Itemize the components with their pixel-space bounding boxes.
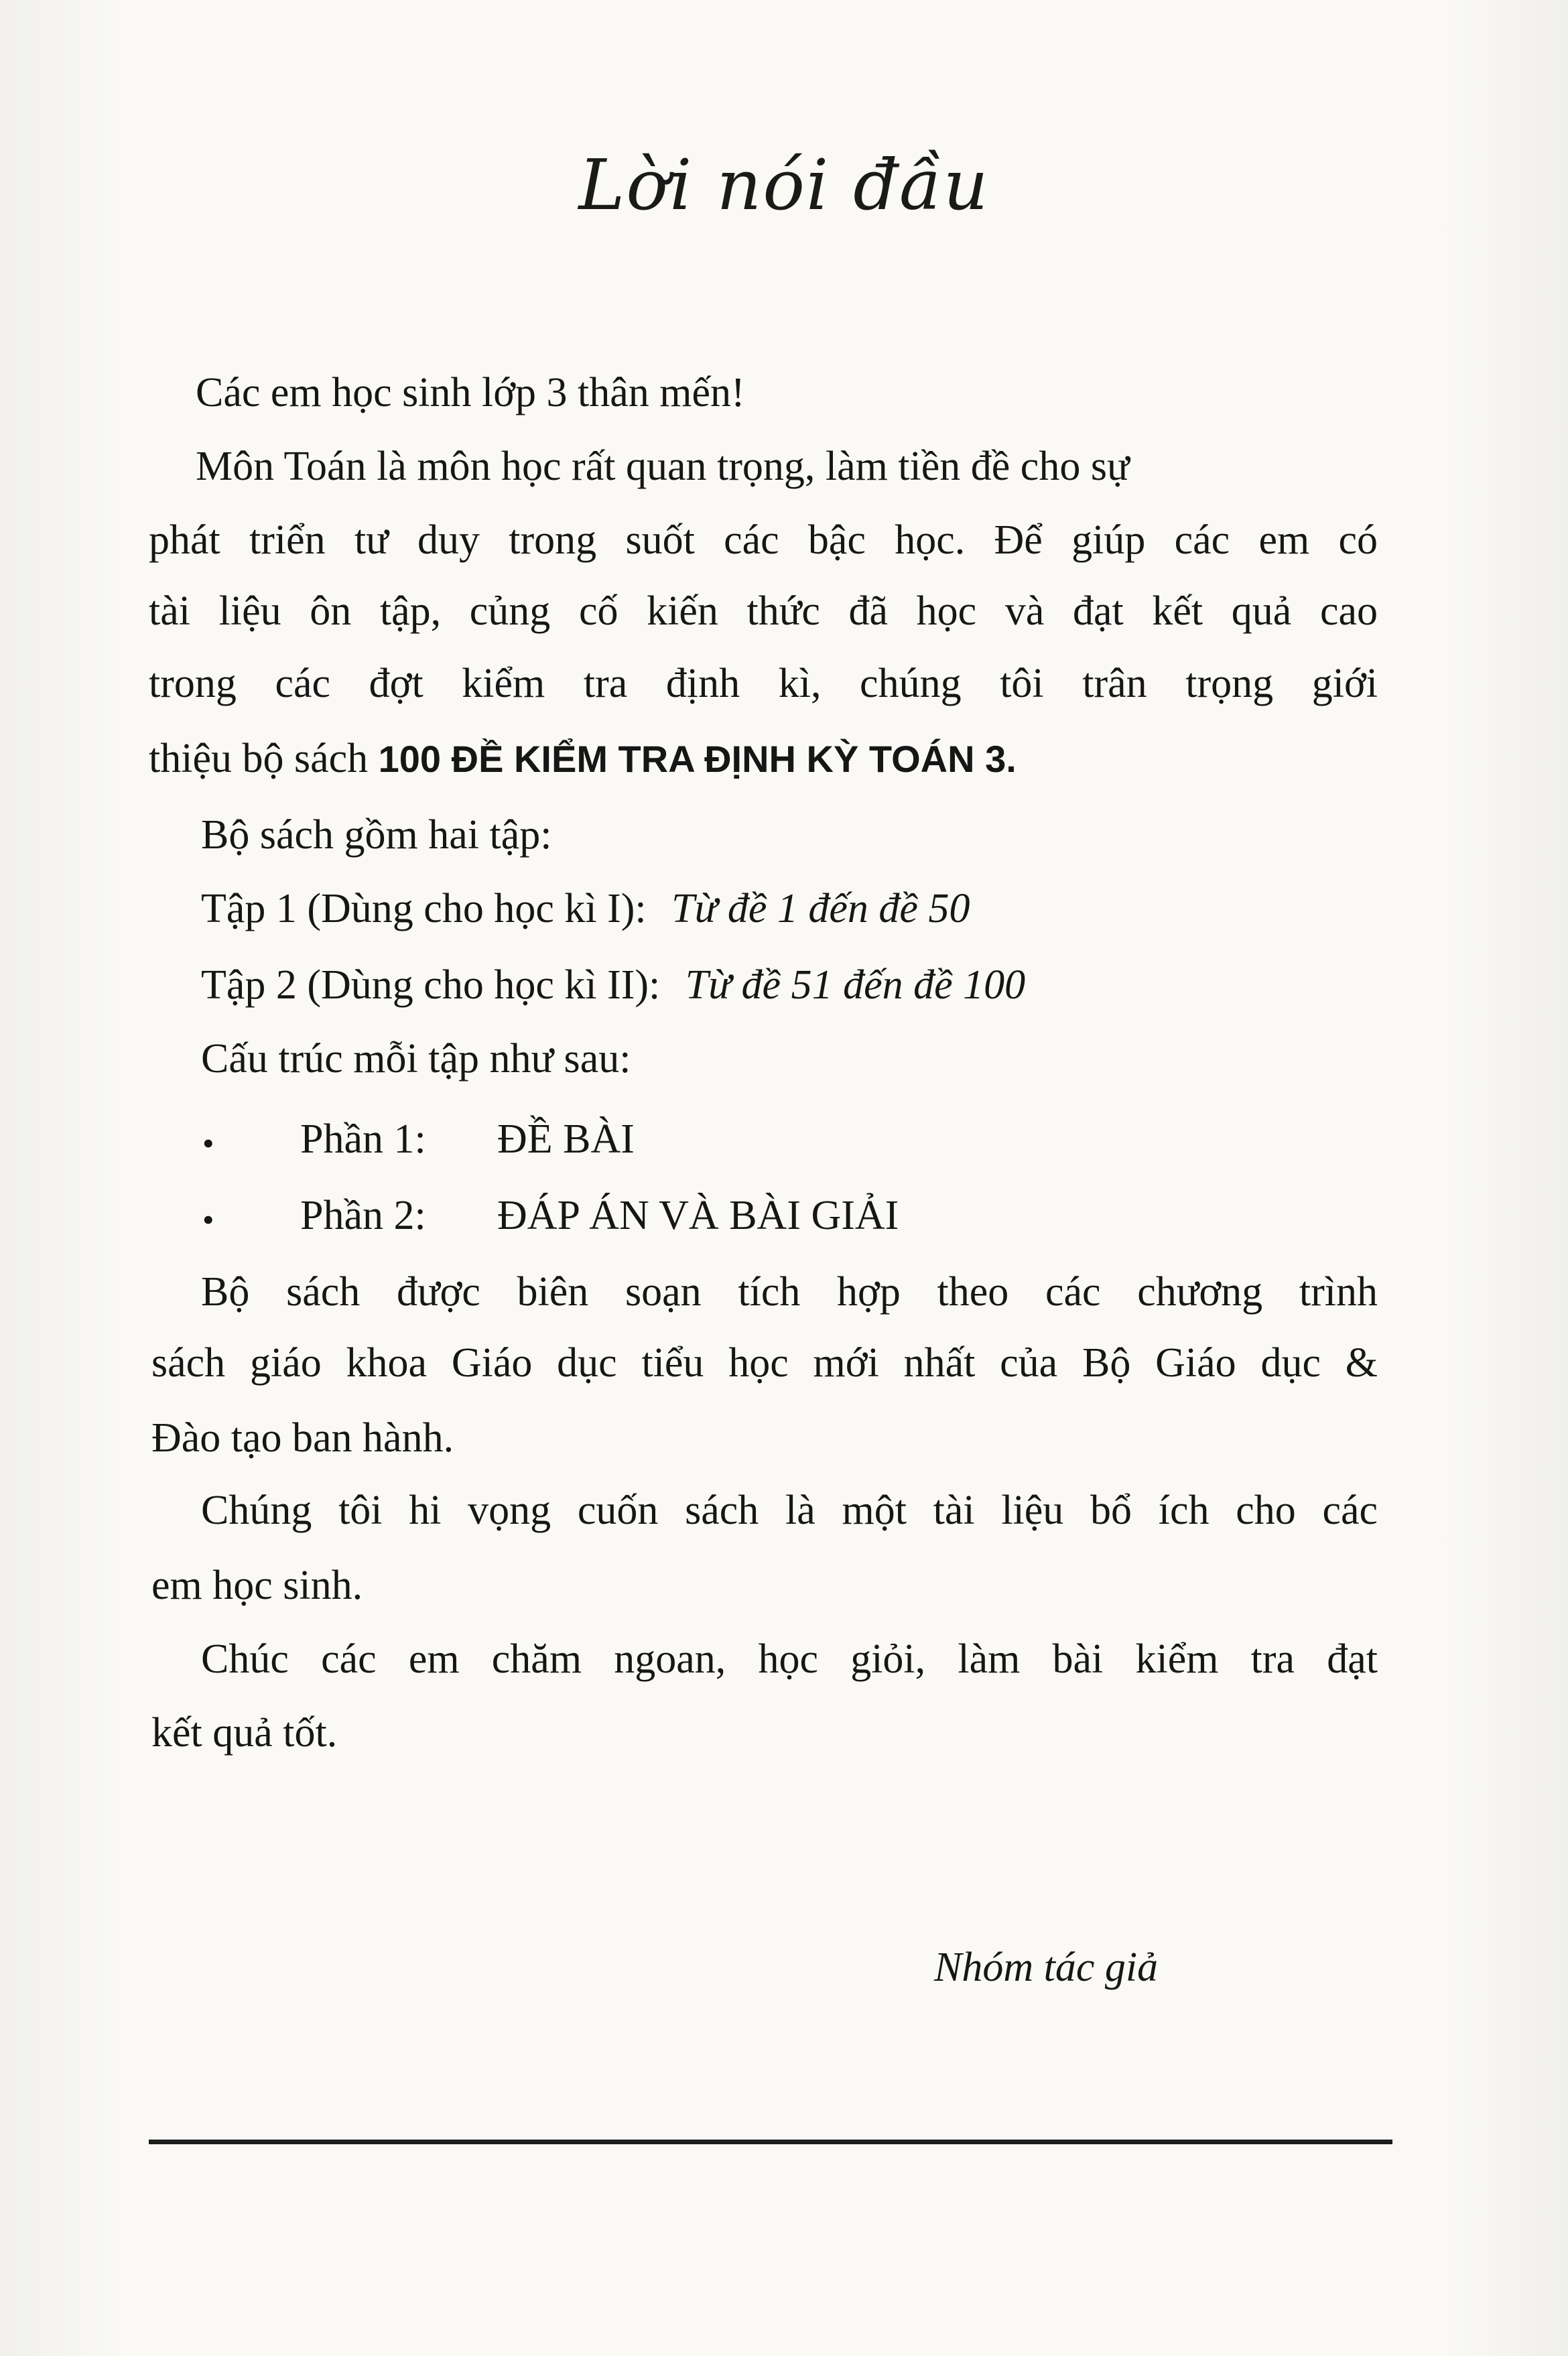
volume-2-range: Từ đề 51 đến đề 100: [685, 962, 1026, 1008]
part-1-name: ĐỀ BÀI: [497, 1116, 635, 1162]
paragraph-1-line-2: phát triển tư duy trong suốt các bậc học. Để giúp các em có: [149, 517, 1378, 563]
paragraph-1-line-5: [149, 732, 1017, 786]
volume-1: [201, 882, 970, 935]
part-1-label: Phần 1:: [300, 1116, 426, 1162]
signature: Nhóm tác giả: [934, 1945, 1159, 1990]
paragraph-1-line-4: trong các đợt kiểm tra định kì, chúng tôi trân trọng giới: [149, 661, 1378, 706]
paragraph-4-line-2: kết quả tốt.: [151, 1710, 338, 1756]
volume-2: [201, 958, 1025, 1012]
paragraph-3-line-1: Chúng tôi hi vọng cuốn sách là một tài liệu bổ ích cho các: [201, 1488, 1378, 1533]
volume-1-range: Từ đề 1 đến đề 50: [671, 886, 970, 931]
paragraph-1-line-3: tài liệu ôn tập, củng cố kiến thức đã học và đạt kết quả cao: [149, 588, 1378, 634]
part-2-label: Phần 2:: [300, 1193, 426, 1238]
paragraph-2-line-1: Bộ sách được biên soạn tích hợp theo các chương trình: [201, 1269, 1378, 1315]
bullet-icon: •: [202, 1124, 214, 1162]
footer-rule: [149, 2140, 1392, 2144]
paragraph-2-line-2: sách giáo khoa Giáo dục tiểu học mới nhất của Bộ Giáo dục &: [151, 1340, 1378, 1386]
paragraph-2-line-3: Đào tạo ban hành.: [151, 1415, 454, 1461]
justified-line-text: Môn Toán là môn học rất quan trọng, làm tiền đề cho sự: [196, 444, 1130, 489]
paragraph-1-line-1: [196, 440, 1378, 493]
bullet-icon: •: [202, 1201, 214, 1238]
volume-1-label: Tập 1 (Dùng cho học kì I):: [201, 886, 647, 931]
volume-2-label: Tập 2 (Dùng cho học kì II):: [201, 962, 661, 1008]
book-title: 100 ĐỀ KIỂM TRA ĐỊNH KỲ TOÁN 3.: [378, 738, 1017, 780]
line-5-prefix: thiệu bộ sách: [149, 736, 369, 781]
paragraph-4-line-1: Chúc các em chăm ngoan, học giỏi, làm bài kiểm tra đạt: [201, 1636, 1378, 1682]
greeting: Các em học sinh lớp 3 thân mến!: [196, 370, 745, 415]
structure-intro: Cấu trúc mỗi tập như sau:: [201, 1036, 631, 1082]
part-2-name: ĐÁP ÁN VÀ BÀI GIẢI: [497, 1193, 899, 1238]
page-title: Lời nói đầu: [578, 144, 990, 226]
volumes-intro: Bộ sách gồm hai tập:: [201, 812, 552, 858]
paragraph-3-line-2: em học sinh.: [151, 1563, 363, 1608]
